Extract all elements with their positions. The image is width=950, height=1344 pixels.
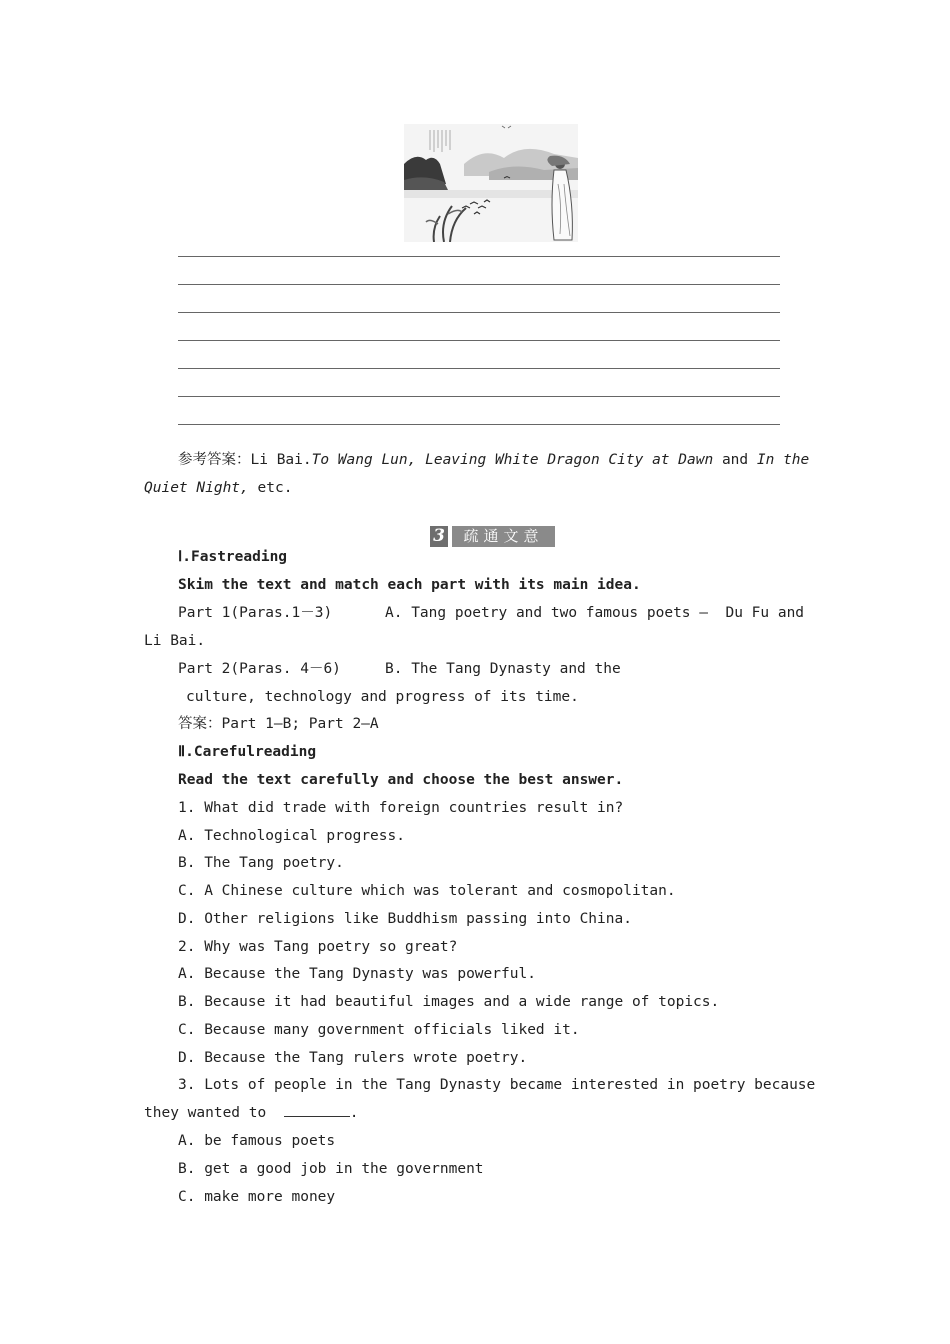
option-1c: C. A Chinese culture which was tolerant and cosmopolitan. (178, 883, 676, 899)
option-3a: A. be famous poets (178, 1133, 336, 1149)
option-2c: C. Because many government officials liked it. (178, 1022, 580, 1038)
main-idea-a-cont: Li Bai. (144, 633, 206, 649)
main-idea-b: B. The Tang Dynasty and the (385, 661, 621, 677)
fast-reading-answer: 答案：Part 1—B; Part 2—A (178, 716, 379, 732)
option-3b: B. get a good job in the government (178, 1161, 484, 1177)
poet-name: Li Bai. (250, 452, 312, 468)
option-2a: A. Because the Tang Dynasty was powerful. (178, 966, 536, 982)
conjunction: and (721, 452, 749, 468)
writing-line (178, 396, 780, 397)
section-badge (430, 526, 555, 547)
writing-line (178, 368, 780, 369)
main-idea-a: A. Tang poetry and two famous poets — Du Fu and (385, 605, 805, 621)
reference-answer-cont (144, 478, 292, 498)
question-3-text: they wanted to (144, 1105, 267, 1121)
option-3c: C. make more money (178, 1189, 336, 1205)
fast-reading-instruction: Skim the text and match each part with its main idea. (178, 577, 641, 593)
option-1d: D. Other religions like Buddhism passing into China. (178, 911, 632, 927)
writing-line (178, 256, 780, 257)
option-2b: B. Because it had beautiful images and a wide range of topics. (178, 994, 720, 1010)
question-2: 2. Why was Tang poetry so great? (178, 939, 458, 955)
fast-reading-heading: Ⅰ.Fastreading (178, 549, 288, 565)
option-1a: A. Technological progress. (178, 828, 405, 844)
question-3: 3. Lots of people in the Tang Dynasty became interested in poetry because (178, 1077, 816, 1093)
writing-line (178, 340, 780, 341)
main-idea-b-cont: culture, technology and progress of its time. (186, 689, 579, 705)
question-3-cont (144, 1103, 358, 1123)
part-2-label: Part 2(Paras. 4－6) (178, 661, 341, 677)
poem-title: Quiet Night, (144, 480, 249, 496)
poem-title: Leaving White Dragon City at Dawn (425, 452, 714, 468)
writing-line (178, 424, 780, 425)
etc-text: etc. (257, 480, 293, 496)
answer-blank[interactable] (284, 1103, 350, 1117)
period: . (349, 1105, 359, 1121)
answer-label: 参考答案： (178, 452, 251, 468)
careful-reading-heading: Ⅱ.Carefulreading (178, 744, 317, 760)
writing-line (178, 312, 780, 313)
section-title: 疏通文意 (452, 526, 555, 547)
careful-reading-instruction: Read the text carefully and choose the best answer. (178, 772, 624, 788)
section-number: 3 (430, 526, 448, 547)
reference-answer (178, 450, 809, 470)
option-1b: B. The Tang poetry. (178, 855, 344, 871)
poem-title: To Wang Lun, (311, 452, 417, 468)
part-1-label: Part 1(Paras.1－3) (178, 605, 333, 621)
option-2d: D. Because the Tang rulers wrote poetry. (178, 1050, 528, 1066)
question-1: 1. What did trade with foreign countries result in? (178, 800, 624, 816)
ink-landscape-illustration (404, 124, 578, 242)
writing-line (178, 284, 780, 285)
poem-title: In the (756, 452, 810, 468)
